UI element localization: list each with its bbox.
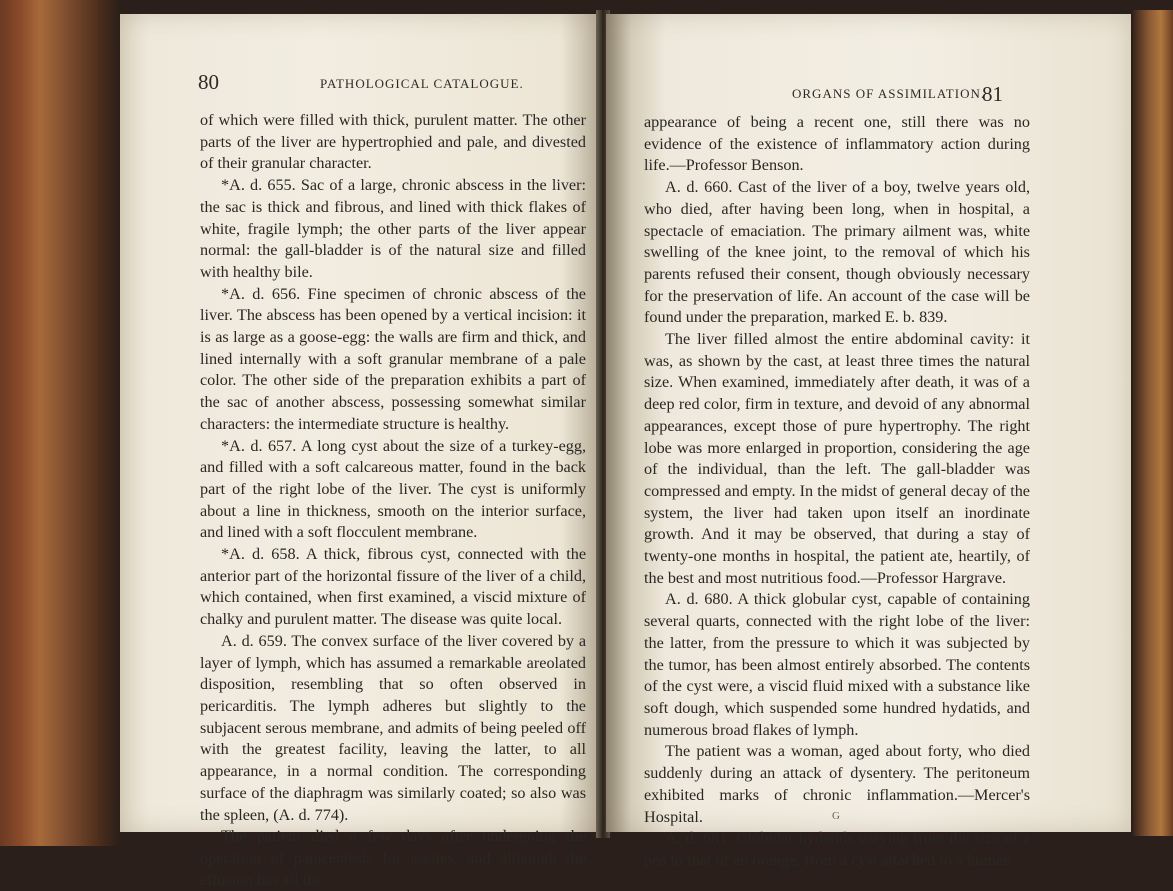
page-number: 81 [982,82,1003,106]
right-page-body [644,112,1030,872]
paragraph: A. d. 681. Globular hydatids varying from the size of a pea to that of an orange, from a cyst attached to a human [644,829,1030,869]
paragraph: *A. d. 658. A thick, fibrous cyst, connected with the anterior part of the horizontal fissure of the liver of a child, which contained, when first examined, a viscid mixture of chalky and purulent matter. The disease was quite local. [200,545,586,629]
paragraph: A. d. 659. The convex surface of the liver covered by a layer of lymph, which has assumed a remarkable areolated disposition, resembling that so often observed in pericarditis. The lymph adheres but slightly to the subjacent serous membrane, and admits of being peeled off with the greatest facility, leaving the latter, to all appearance, in a normal condition. The corresponding surface of the diaphragm was similarly coated; so also was the spleen, (A. d. 774). [200,631,586,824]
right-page [606,14,1131,869]
paragraph: The patient died a few days after undergoing the operation of paracentesis for ascites, and although the effusion has all the [200,827,586,889]
paragraph: of which were filled with thick, purulent matter. The other parts of the liver are hypertrophied and pale, and divested of their granular character. [200,111,586,173]
left-page [120,14,598,889]
paragraph: *A. d. 655. Sac of a large, chronic abscess in the liver: the sac is thick and fibrous, and lined with thick flakes of white, fragile lymph; the other parts of the liver appear normal: the gall-bladder is of the natural size and filled with healthy bile. [200,176,586,281]
paragraph: appearance of being a recent one, still there was no evidence of the existence of inflammatory action during life.—Professor Benson. [644,113,1030,175]
running-head: ORGANS OF ASSIMILATION. [792,86,986,101]
paragraph: A. d. 680. A thick globular cyst, capable of containing several quarts, connected with the right lobe of the liver: the latter, from the pressure to which it was subjected by the tumor, has been almost entirely absorbed. The contents of the cyst were, a viscid fluid mixed with a substance like soft dough, which suspended some hundred hydatids, and numerous broad flakes of lymph. [644,590,1030,739]
paragraph: The liver filled almost the entire abdominal cavity: it was, as shown by the cast, at least three times the natural size. When examined, immediately after death, it was of a deep red color, firm in texture, and devoid of any abnormal appearances, except those of pure hypertrophy. The right lobe was more enlarged in proportion, considering the age of the individual, than the left. The gall-bladder was compressed and empty. In the midst of general decay of the system, the liver had taken upon itself an inordinate growth. And it may be observed, that during a stay of twenty-one months in hospital, the patient ate, heartily, of the best and most nutritious food.—Professor Hargrave. [644,330,1030,587]
paragraph: A. d. 660. Cast of the liver of a boy, twelve years old, who died, after having been long, when in hospital, a spectacle of emaciation. The primary ailment was, white swelling of the knee joint, to the removal of which his parents refused their consent, though obviously necessary for the preservation of life. An account of the case will be found under the preparation, marked E. b. 839. [644,178,1030,327]
page-number: 80 [198,70,219,94]
running-head: PATHOLOGICAL CATALOGUE. [320,76,524,91]
book-edge [1133,10,1173,836]
signature-mark: G [832,810,840,822]
paragraph: The patient was a woman, aged about forty, who died suddenly during an attack of dysentery. The peritoneum exhibited marks of chronic inflammation.—Mercer's Hospital. [644,742,1030,826]
paragraph: *A. d. 657. A long cyst about the size of a turkey-egg, and filled with a soft calcareous matter, found in the back part of the right lobe of the liver. The cyst is uniformly about a line in thickness, smooth on the interior surface, and lined with a soft flocculent membrane. [200,436,586,542]
paragraph: *A. d. 656. Fine specimen of chronic abscess of the liver. The abscess has been opened by a vertical incision: it is as large as a goose-egg: the walls are firm and thick, and lined internally with a soft granular membrane of a pale color. The other side of the preparation exhibits a part of the sac of another abscess, possessing somewhat similar characters: the intermediate structure is healthy. [200,284,586,433]
left-page-body [200,110,586,891]
